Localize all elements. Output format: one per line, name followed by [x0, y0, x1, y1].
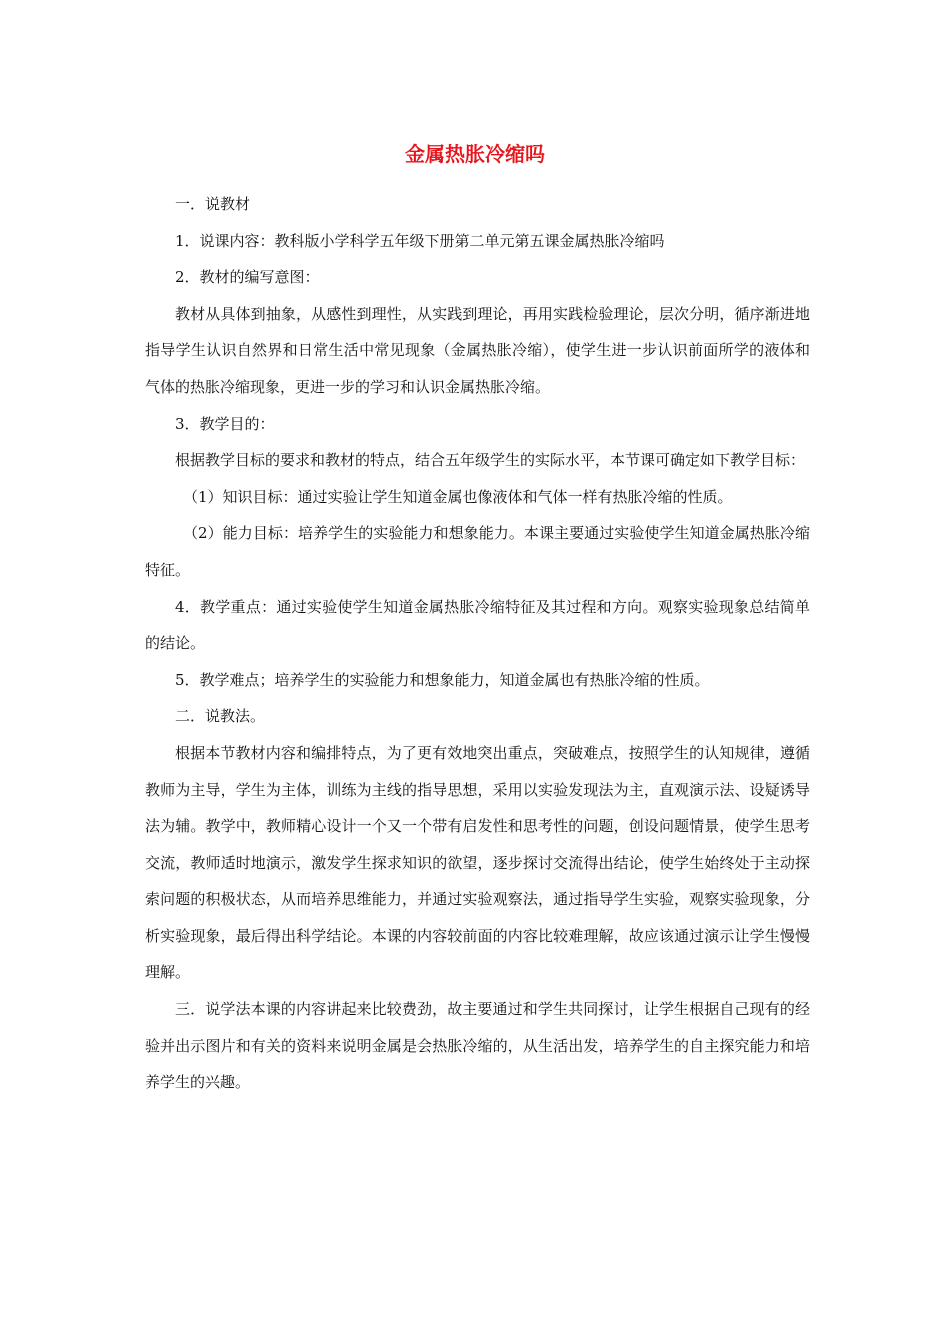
section-heading-teaching-material: 一．说教材 — [175, 195, 251, 213]
knowledge-goal-paragraph: （1）知识目标：通过实验让学生知道金属也像液体和气体一样有热胀冷缩的性质。 — [183, 487, 733, 506]
document-body — [145, 186, 810, 1101]
writing-intent-heading: 2．教材的编写意图： — [175, 268, 320, 287]
lesson-content-paragraph: 1．说课内容：教科版小学科学五年级下册第二单元第五课金属热胀冷缩吗 — [175, 231, 665, 250]
learning-method-paragraph: 三．说学法本课的内容讲起来比较费劲，故主要通过和学生共同探讨，让学生根据自己现有的经验并出示图片和有关的资料来说明金属是会热胀冷缩的，从生活出发，培养学生的自主探究能力和培养学生的兴趣。 — [145, 1000, 810, 1092]
teaching-method-paragraph: 根据本节教材内容和编排特点，为了更有效地突出重点，突破难点，按照学生的认知规律，遵循教师为主导，学生为主体，训练为主线的指导思想，采用以实验发现法为主，直观演示法、设疑诱导法为辅。教学中，教师精心设计一个又一个带有启发性和思考性的问题，创设问题情景，使学生思考交流，教师适时地演示，激发学生探求知识的欲望，逐步探讨交流得出结论，使学生始终处于主动探索问题的积极状态，从而培养思维能力，并通过实验观察法，通过指导学生实验，观察实验现象，分析实验现象，最后得出科学结论。本课的内容较前面的内容比较难理解，故应该通过演示让学生慢慢理解。 — [145, 743, 810, 982]
teaching-purpose-heading: 3．教学目的： — [175, 414, 275, 433]
teaching-focus-paragraph: 4．教学重点：通过实验使学生知道金属热胀冷缩特征及其过程和方向。观察实验现象总结简单的结论。 — [145, 597, 810, 653]
teaching-purpose-paragraph: 根据教学目标的要求和教材的特点，结合五年级学生的实际水平，本节课可确定如下教学目标： — [175, 451, 806, 470]
ability-goal-paragraph: （2）能力目标：培养学生的实验能力和想象能力。本课主要通过实验使学生知道金属热胀冷缩特征。 — [145, 524, 810, 579]
writing-intent-paragraph: 教材从具体到抽象，从感性到理性，从实践到理论，再用实践检验理论，层次分明，循序渐进地指导学生认识自然界和日常生活中常见现象（金属热胀冷缩），使学生进一步认识前面所学的液体和气体的热胀冷缩现象，更进一步的学习和认识金属热胀冷缩。 — [145, 304, 810, 396]
document-title: 金属热胀冷缩吗 — [405, 142, 545, 166]
section-heading-teaching-method: 二．说教法。 — [175, 707, 266, 726]
teaching-difficulty-paragraph: 5．教学难点；培养学生的实验能力和想象能力，知道金属也有热胀冷缩的性质。 — [175, 670, 710, 689]
